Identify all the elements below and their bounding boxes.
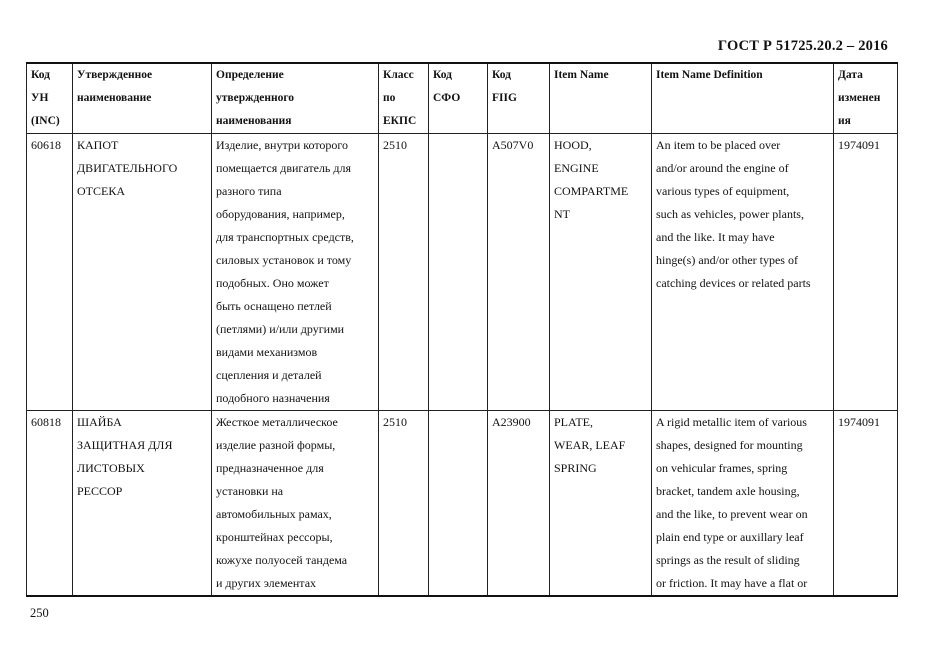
col-header-fiig: Код FIIG xyxy=(488,63,550,134)
col-header-sfo: Код СФО xyxy=(429,63,488,134)
cell-inc: 60818 xyxy=(27,411,73,597)
cell-item-name: PLATE, WEAR, LEAF SPRING xyxy=(550,411,652,597)
cell-item-name-definition: A rigid metallic item of various shapes, designed for mounting on vehicular frames, spring bracket, tandem axle housing, and the like, to prevent wear on plain end type or auxillary leaf springs as the result of sliding or friction. It may have a flat or xyxy=(652,411,834,597)
cell-definition: Изделие, внутри которого помещается двигатель для разного типа оборудования, например, для транспортных средств, силовых установок и тому подобных. Оно может быть оснащено петлей (петлями) и/или другими видами механизмов сцепления и деталей подобного назначения xyxy=(212,134,379,411)
cell-item-name-definition: An item to be placed over and/or around the engine of various types of equipment, such as vehicles, power plants, and the like. It may have hinge(s) and/or other types of catching devices or related parts xyxy=(652,134,834,411)
col-header-class: Класс по ЕКПС xyxy=(379,63,429,134)
cell-sfo xyxy=(429,411,488,597)
col-header-item-name-definition: Item Name Definition xyxy=(652,63,834,134)
cell-sfo xyxy=(429,134,488,411)
col-header-approved-name: Утвержденное наименование xyxy=(73,63,212,134)
table-header-row xyxy=(27,63,898,134)
page-number: 250 xyxy=(30,606,49,620)
cell-change-date: 1974091 xyxy=(834,134,898,411)
col-header-item-name: Item Name xyxy=(550,63,652,134)
catalog-table xyxy=(26,62,898,597)
col-header-definition: Определение утвержденного наименования xyxy=(212,63,379,134)
cell-item-name: HOOD, ENGINE COMPARTME NT xyxy=(550,134,652,411)
col-header-change-date: Дата изменен ия xyxy=(834,63,898,134)
cell-definition: Жесткое металлическое изделие разной формы, предназначенное для установки на автомобильных рамах, кронштейнах рессоры, кожухе полуосей тандема и других элементах xyxy=(212,411,379,597)
cell-fiig: A507V0 xyxy=(488,134,550,411)
cell-approved-name: ШАЙБА ЗАЩИТНАЯ ДЛЯ ЛИСТОВЫХ РЕССОР xyxy=(73,411,212,597)
cell-inc: 60618 xyxy=(27,134,73,411)
table-row xyxy=(27,411,898,597)
col-header-inc: Код УН (INC) xyxy=(27,63,73,134)
document-standard-header: ГОСТ Р 51725.20.2 – 2016 xyxy=(717,38,888,54)
cell-change-date: 1974091 xyxy=(834,411,898,597)
cell-class: 2510 xyxy=(379,134,429,411)
table-row xyxy=(27,134,898,411)
cell-class: 2510 xyxy=(379,411,429,597)
cell-fiig: A23900 xyxy=(488,411,550,597)
cell-approved-name: КАПОТ ДВИГАТЕЛЬНОГО ОТСЕКА xyxy=(73,134,212,411)
